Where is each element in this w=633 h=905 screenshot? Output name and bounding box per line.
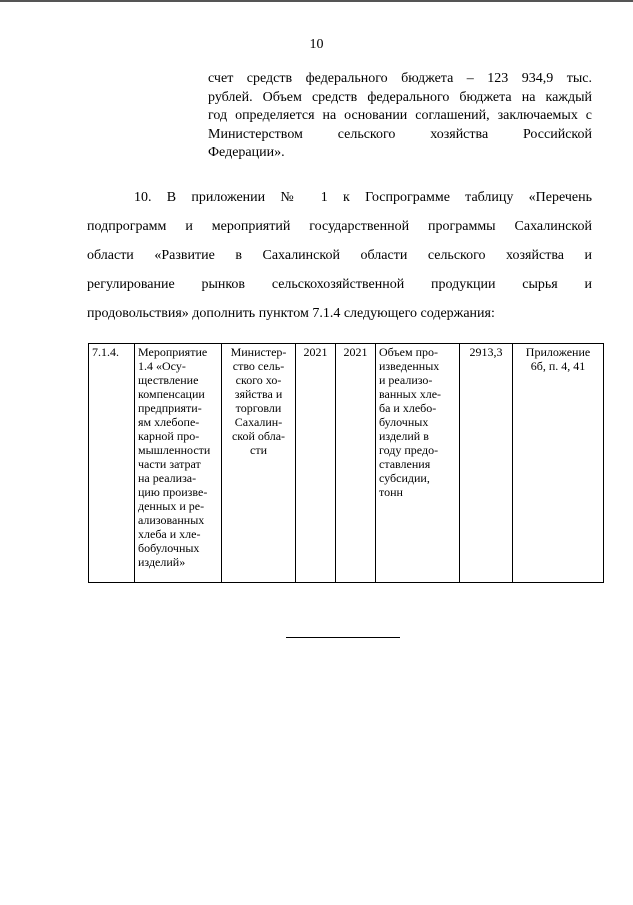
paragraph-line: рублей. Объем средств федерального бюджета на каждый bbox=[208, 89, 592, 105]
amendment-paragraph bbox=[87, 183, 592, 328]
paragraph-line: продовольствия» дополнить пунктом 7.1.4 следующего содержания: bbox=[87, 306, 495, 321]
paragraph-line: год определяется на основании соглашений, заключаемых с bbox=[208, 108, 592, 123]
page-top-edge bbox=[0, 0, 633, 2]
end-year-cell: 2021 bbox=[336, 344, 376, 583]
paragraph-line: области «Развитие в Сахалинской области сельского хозяйства и bbox=[87, 248, 592, 263]
table-row bbox=[89, 344, 604, 583]
event-name-cell: Мероприятие 1.4 «Осу- ществление компенсации предприяти- ям хлебопе- карной про- мышленности части затрат на реализа- цию произве- денных и ре- ализованных хлеба и хле- бобулочных изделий» bbox=[135, 344, 222, 583]
start-year-cell: 2021 bbox=[296, 344, 336, 583]
appendix-reference-cell: Приложение 6б, п. 4, 41 bbox=[513, 344, 604, 583]
page-number: 10 bbox=[309, 37, 324, 52]
indicator-cell: Объем про- изведенных и реализо- ванных хле- ба и хлебо- булочных изделий в году предо- ставления субсидии, тонн bbox=[376, 344, 460, 583]
closing-rule bbox=[286, 637, 400, 638]
paragraph-line: счет средств федерального бюджета – 123 934,9 тыс. bbox=[208, 71, 592, 86]
continuation-paragraph bbox=[208, 70, 592, 163]
indicator-value-cell: 2913,3 bbox=[460, 344, 513, 583]
paragraph-line: Федерации». bbox=[208, 145, 285, 160]
paragraph-line: Министерством сельского хозяйства Российской bbox=[208, 126, 592, 142]
item-number-cell: 7.1.4. bbox=[89, 344, 135, 583]
paragraph-line: 10. В приложении № 1 к Госпрограмме таблицу «Перечень bbox=[134, 190, 592, 205]
responsible-ministry-cell: Министер- ство сель- ского хо- зяйства и торговли Сахалин- ской обла- сти bbox=[222, 344, 296, 583]
paragraph-line: регулирование рынков сельскохозяйственной продукции сырья и bbox=[87, 277, 592, 292]
program-table bbox=[88, 343, 604, 583]
paragraph-line: подпрограмм и мероприятий государственной программы Сахалинской bbox=[87, 219, 592, 234]
